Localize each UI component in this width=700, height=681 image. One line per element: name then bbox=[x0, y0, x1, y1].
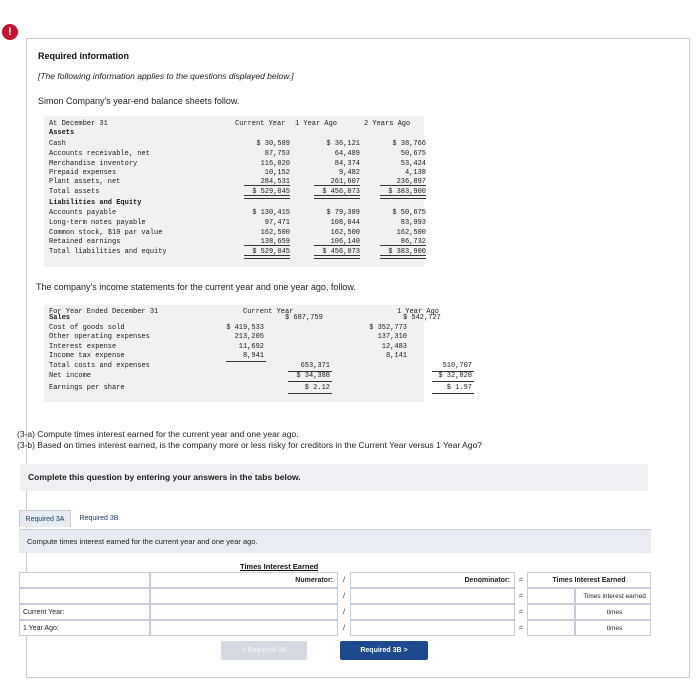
bs-header-2yr: 2 Years Ago bbox=[364, 120, 411, 128]
bs-total-rule bbox=[314, 255, 360, 259]
bs-header-current: Current Year bbox=[235, 120, 286, 128]
is-net-income-label: Net income bbox=[49, 372, 92, 380]
bs-row-label: Accounts payable bbox=[49, 209, 117, 217]
bs-cell-y1: 64,489 bbox=[334, 150, 360, 158]
equals-operator: = bbox=[518, 575, 524, 584]
bs-cell-y2: 50,675 bbox=[400, 150, 426, 158]
result-unit-label: times bbox=[575, 620, 651, 636]
numerator-input[interactable] bbox=[150, 620, 338, 636]
is-item-label: Other operating expenses bbox=[49, 333, 150, 341]
income-statement-intro: The company's income statements for the current year and one year ago, follow. bbox=[36, 282, 356, 292]
bs-cell-y2: 236,897 bbox=[396, 178, 426, 186]
equals-operator: = bbox=[518, 591, 524, 600]
tie-row-label: Current Year: bbox=[19, 604, 150, 620]
is-total-rule bbox=[432, 381, 474, 382]
bs-cell-cy: 10,152 bbox=[264, 169, 290, 177]
bs-total-rule bbox=[314, 195, 360, 199]
bs-row-label: Plant assets, net bbox=[49, 178, 121, 186]
bs-total-rule bbox=[244, 245, 290, 246]
is-item-1y: 8,141 bbox=[385, 352, 407, 360]
tie-row-label-header bbox=[19, 572, 150, 588]
bs-row-label: Cash bbox=[49, 140, 66, 148]
bs-row-label: Retained earnings bbox=[49, 238, 121, 246]
balance-sheet-intro: Simon Company's year-end balance sheets follow. bbox=[38, 96, 240, 106]
bs-cell-y2: $ 383,900 bbox=[388, 248, 426, 256]
is-item-1y: 12,483 bbox=[381, 343, 407, 351]
is-header-current: Current Year bbox=[243, 308, 294, 316]
bs-row-label: Long-term notes payable bbox=[49, 219, 146, 227]
equals-operator: = bbox=[518, 623, 524, 632]
is-total-rule bbox=[226, 361, 266, 362]
bs-total-rule bbox=[380, 185, 426, 186]
prev-required-3a-button[interactable]: < Required 3A bbox=[221, 641, 307, 660]
bs-cell-y2: 83,993 bbox=[400, 219, 426, 227]
is-net-income-1y: $ 32,020 bbox=[438, 372, 472, 380]
is-item-label: Income tax expense bbox=[49, 352, 125, 360]
denominator-input[interactable] bbox=[350, 604, 515, 620]
question-prompt: Compute times interest earned for the current year and one year ago. bbox=[19, 529, 651, 553]
question-panel bbox=[17, 38, 690, 678]
is-eps-cy: $ 2.12 bbox=[304, 384, 330, 392]
divide-operator: / bbox=[342, 623, 346, 632]
is-item-cy: 213,205 bbox=[234, 333, 264, 341]
instruction-banner: Complete this question by entering your answers in the tabs below. bbox=[20, 464, 648, 491]
question-3a: (3-a) Compute times interest earned for the current year and one year ago. bbox=[17, 429, 299, 439]
bs-cell-y1: 84,374 bbox=[334, 160, 360, 168]
bs-cell-cy: 87,753 bbox=[264, 150, 290, 158]
result-unit-label: times bbox=[575, 604, 651, 620]
bs-cell-cy: $ 30,589 bbox=[256, 140, 290, 148]
bs-cell-y2: $ 50,675 bbox=[392, 209, 426, 217]
bs-total-rule bbox=[380, 195, 426, 199]
bs-cell-y1: 106,140 bbox=[330, 238, 360, 246]
denominator-input[interactable] bbox=[350, 588, 515, 604]
is-total-rule bbox=[432, 393, 474, 394]
bs-cell-y2: 162,500 bbox=[396, 229, 426, 237]
tie-row-label bbox=[19, 588, 150, 604]
is-eps-1y: $ 1.97 bbox=[446, 384, 472, 392]
bs-row-label: Total liabilities and equity bbox=[49, 248, 167, 256]
bs-cell-y2: 53,424 bbox=[400, 160, 426, 168]
bs-row-label: Total assets bbox=[49, 188, 100, 196]
bs-total-rule bbox=[380, 255, 426, 259]
is-total-1y: 510,707 bbox=[442, 362, 472, 370]
bs-cell-y2: 4,138 bbox=[404, 169, 426, 177]
required-info-title: Required information bbox=[38, 51, 130, 61]
is-net-income-cy: $ 34,388 bbox=[296, 372, 330, 380]
is-item-cy: 8,941 bbox=[242, 352, 264, 360]
bs-total-rule bbox=[314, 245, 360, 246]
bs-cell-y1: 261,607 bbox=[330, 178, 360, 186]
is-eps-label: Earnings per share bbox=[49, 384, 125, 392]
bs-cell-cy: $ 130,415 bbox=[252, 209, 290, 217]
is-total-label: Total costs and expenses bbox=[49, 362, 150, 370]
question-3b: (3-b) Based on times interest earned, is the company more or less risky for creditors in the Current Year versus 1 Year Ago? bbox=[17, 440, 482, 450]
bs-row-label: Liabilities and Equity bbox=[49, 199, 142, 207]
bs-cell-y1: $ 36,121 bbox=[326, 140, 360, 148]
bs-cell-cy: 116,020 bbox=[260, 160, 290, 168]
bs-cell-y1: 108,044 bbox=[330, 219, 360, 227]
is-sales-cy: $ 687,759 bbox=[285, 314, 323, 322]
bs-cell-cy: 162,500 bbox=[260, 229, 290, 237]
bs-total-rule bbox=[244, 195, 290, 199]
numerator-input[interactable] bbox=[150, 588, 338, 604]
result-input[interactable] bbox=[527, 604, 575, 620]
tab-required-3a[interactable]: Required 3A bbox=[19, 510, 71, 527]
divide-operator: / bbox=[342, 607, 346, 616]
bs-header-label: At December 31 bbox=[49, 120, 108, 128]
is-total-rule bbox=[288, 393, 332, 394]
next-required-3b-button[interactable]: Required 3B > bbox=[340, 641, 428, 660]
bs-row-label: Merchandise inventory bbox=[49, 160, 138, 168]
is-total-rule bbox=[288, 381, 332, 382]
result-input[interactable] bbox=[527, 620, 575, 636]
bs-cell-y1: $ 456,073 bbox=[322, 248, 360, 256]
is-item-label: Cost of goods sold bbox=[49, 324, 125, 332]
bs-row-label: Common stock, $10 par value bbox=[49, 229, 163, 237]
is-sales-label: Sales bbox=[49, 314, 71, 322]
bs-cell-y1: $ 456,073 bbox=[322, 188, 360, 196]
result-label: Times Interest Earned bbox=[527, 572, 651, 588]
bs-cell-cy: 138,659 bbox=[260, 238, 290, 246]
bs-row-label: Assets bbox=[49, 129, 75, 137]
alert-icon: ! bbox=[2, 24, 18, 40]
bs-cell-y2: $ 38,766 bbox=[392, 140, 426, 148]
denominator-label: Denominator: bbox=[350, 572, 515, 588]
bs-cell-cy: $ 529,045 bbox=[252, 188, 290, 196]
result-unit-label: Times interest earned bbox=[575, 588, 651, 604]
is-item-label: Interest expense bbox=[49, 343, 117, 351]
balance-sheet-table bbox=[44, 116, 424, 267]
equals-operator: = bbox=[518, 607, 524, 616]
tie-row-label: 1 Year Ago: bbox=[19, 620, 150, 636]
denominator-input[interactable] bbox=[350, 620, 515, 636]
bs-header-1yr: 1 Year Ago bbox=[295, 120, 338, 128]
tab-required-3b[interactable]: Required 3B bbox=[73, 510, 125, 527]
bs-cell-y1: 162,500 bbox=[330, 229, 360, 237]
is-item-cy: 11,692 bbox=[238, 343, 264, 351]
numerator-label: Numerator: bbox=[150, 572, 338, 588]
bs-cell-cy: 284,531 bbox=[260, 178, 290, 186]
is-item-1y: $ 352,773 bbox=[369, 324, 407, 332]
bs-row-label: Accounts receivable, net bbox=[49, 150, 150, 158]
is-total-rule bbox=[432, 371, 474, 372]
bs-row-label: Prepaid expenses bbox=[49, 169, 117, 177]
bs-cell-y1: $ 79,389 bbox=[326, 209, 360, 217]
is-item-cy: $ 419,533 bbox=[226, 324, 264, 332]
is-sales-1y: $ 542,727 bbox=[403, 314, 441, 322]
numerator-input[interactable] bbox=[150, 604, 338, 620]
is-item-1y: 137,310 bbox=[377, 333, 407, 341]
info-note: [The following information applies to the questions displayed below.] bbox=[38, 71, 294, 81]
is-header-label: For Year Ended December 31 bbox=[49, 308, 159, 316]
is-total-cy: 653,371 bbox=[300, 362, 330, 370]
bs-cell-y2: 86,732 bbox=[400, 238, 426, 246]
divide-operator: / bbox=[342, 591, 346, 600]
tie-table-title: Times Interest Earned bbox=[240, 562, 319, 571]
is-header-1yr: 1 Year Ago bbox=[397, 308, 440, 316]
bs-cell-cy: 97,471 bbox=[264, 219, 290, 227]
bs-total-rule bbox=[314, 185, 360, 186]
bs-total-rule bbox=[380, 245, 426, 246]
bs-cell-y2: $ 383,900 bbox=[388, 188, 426, 196]
divide-operator: / bbox=[342, 575, 346, 584]
bs-total-rule bbox=[244, 255, 290, 259]
is-total-rule bbox=[288, 371, 332, 372]
bs-cell-y1: 9,482 bbox=[338, 169, 360, 177]
bs-total-rule bbox=[244, 185, 290, 186]
bs-cell-cy: $ 529,045 bbox=[252, 248, 290, 256]
result-input bbox=[527, 588, 575, 604]
